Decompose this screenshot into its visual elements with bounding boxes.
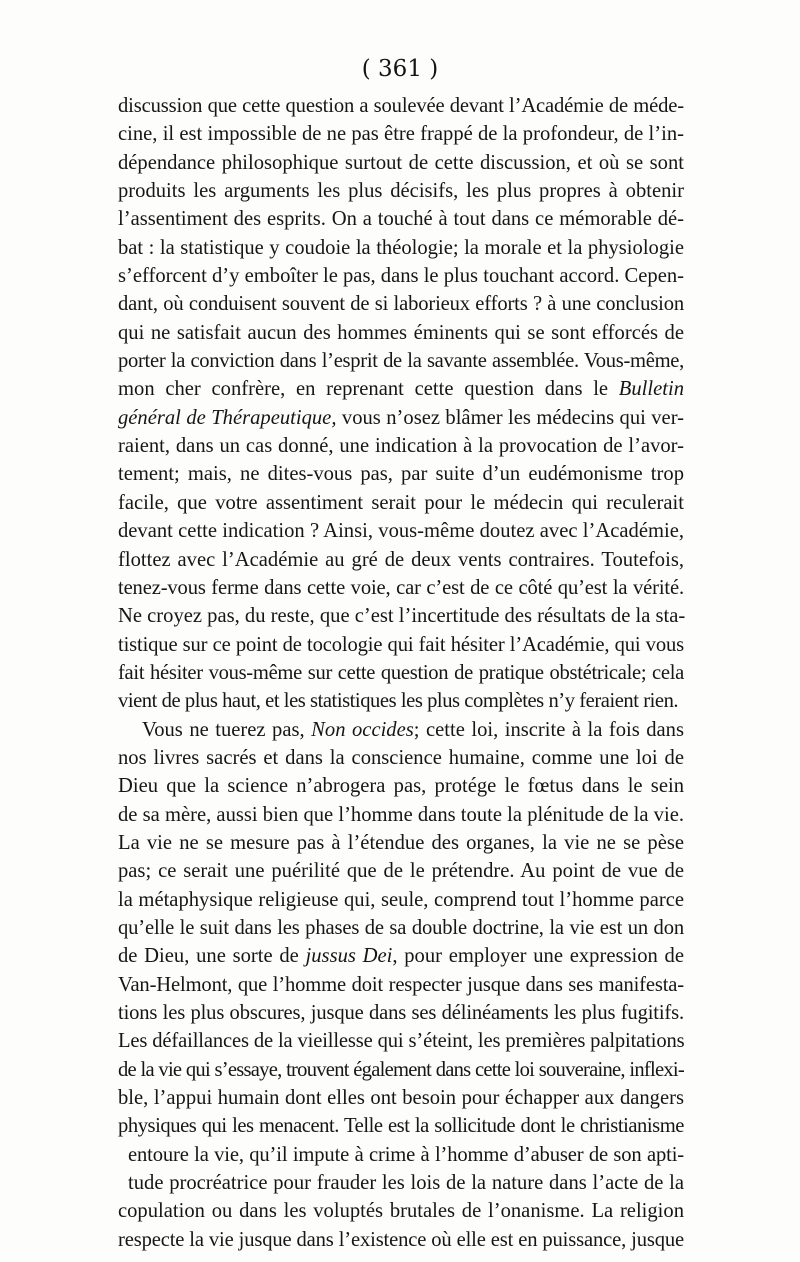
text-line: physiques qui les menacent. Telle est la sollicitude dont le christianisme: [118, 1115, 684, 1138]
text-line: porter la conviction dans l’esprit de la savante assemblée. Vous-même,: [118, 350, 684, 373]
text-line: produits les arguments les plus décisifs, les plus propres à obtenir: [118, 180, 684, 203]
page-number: ( 361 ): [361, 56, 439, 82]
text-line: cine, il est impossible de ne pas être frappé de la profondeur, de l’in-: [118, 123, 684, 146]
text-line: La vie ne se mesure pas à l’étendue des organes, la vie ne se pèse: [118, 831, 684, 854]
text-line: [118, 375, 684, 403]
latin-phrase-italic: Non occides: [311, 718, 414, 741]
text-line: Les défaillances de la vieillesse qui s’éteint, les premières palpitations: [118, 1030, 685, 1053]
text-line: qu’elle le suit dans les phases de sa double doctrine, la vie est un don: [118, 916, 684, 939]
text-line: copulation ou dans les voluptés brutales de l’onanisme. La religion: [118, 1200, 684, 1223]
text-segment: Vous ne tuerez pas,: [142, 718, 305, 741]
journal-title-italic: Bulletin: [618, 378, 684, 401]
text-line: tistique sur ce point de tocologie qui fait hésiter l’Académie, qui vous: [118, 633, 684, 656]
text-line: Van-Helmont, que l’homme doit respecter jusque dans ses manifesta-: [118, 973, 684, 996]
text-line: raient, dans un cas donné, une indication à la provocation de l’avor-: [118, 435, 684, 458]
text-line: de sa mère, aussi bien que l’homme dans toute la plénitude de la vie.: [118, 803, 684, 826]
text-line: tenez-vous ferme dans cette voie, car c’est de ce côté qu’est la vérité.: [118, 576, 684, 599]
text-line: dépendance philosophique surtout de cette discussion, et où se sont: [118, 151, 684, 174]
text-segment: vous n’osez blâmer les médecins qui ver-: [341, 406, 685, 429]
text-line: respecte la vie jusque dans l’existence où elle est en puissance, jusque: [118, 1228, 684, 1251]
latin-phrase-italic: jussus Dei: [305, 945, 393, 968]
text-line: tude procréatrice pour frauder les lois de la nature dans l’acte de la: [128, 1172, 684, 1195]
text-line: qui ne satisfait aucun des hommes éminents qui se sont efforcés de: [118, 321, 684, 344]
text-line: flottez avec l’Académie au gré de deux vents contraires. Toutefois,: [118, 548, 684, 571]
text-line: nos livres sacrés et dans la conscience humaine, comme une loi de: [118, 746, 684, 769]
text-line: ble, l’appui humain dont elles ont besoin pour échapper aux dangers: [118, 1087, 684, 1110]
text-line: Ne croyez pas, du reste, que c’est l’incertitude des résultats de la sta-: [118, 605, 686, 628]
text-segment: de Dieu, une sorte de: [118, 945, 299, 968]
text-line: devant cette indication ? Ainsi, vous-même doutez avec l’Académie,: [118, 520, 684, 543]
text-line: [118, 716, 684, 744]
text-line: s’efforcent d’y emboîter le pas, dans le plus touchant accord. Cepen-: [118, 265, 684, 288]
text-line: de la vie qui s’essaye, trouvent également dans cette loi souveraine, inflexi-: [118, 1058, 684, 1081]
text-line: entoure la vie, qu’il impute à crime à l’homme d’abuser de son apti-: [128, 1143, 684, 1166]
text-line: dant, où conduisent souvent de si laborieux efforts ? à une conclusion: [118, 293, 684, 316]
journal-title-italic: général de Thérapeutique,: [118, 406, 337, 429]
text-line: l’assentiment des esprits. On a touché à tout dans ce mémorable dé-: [118, 208, 684, 231]
text-line: la métaphysique religieuse qui, seule, comprend tout l’homme parce: [118, 888, 684, 911]
text-segment: ; cette loi, inscrite à la fois dans: [413, 718, 684, 741]
text-line: Dieu que la science n’abrogera pas, protége le fœtus dans le sein: [118, 775, 684, 798]
text-line: discussion que cette question a soulevée devant l’Académie de méde-: [118, 95, 684, 117]
body-text: [118, 92, 684, 1254]
text-line: fait hésiter vous-même sur cette question de pratique obstétricale; cela: [118, 661, 684, 684]
text-line: [118, 942, 684, 970]
text-line: tement; mais, ne dites-vous pas, par suite d’un eudémonisme trop: [118, 463, 684, 486]
text-segment: , pour employer une expression de: [392, 945, 684, 968]
text-segment: mon cher confrère, en reprenant cette question dans le: [118, 378, 609, 401]
text-line: tions les plus obscures, jusque dans ses délinéaments les plus fugitifs.: [118, 1002, 684, 1024]
text-line: bat : la statistique y coudoie la théologie; la morale et la physiologie: [118, 236, 684, 259]
text-line: vient de plus haut, et les statistiques les plus complètes n’y feraient rien.: [118, 690, 679, 713]
text-line: pas; ce serait une puérilité que de le prétendre. Au point de vue de: [118, 860, 684, 883]
text-line: facile, que votre assentiment serait pour le médecin qui reculerait: [118, 491, 684, 514]
text-line: [118, 404, 684, 432]
